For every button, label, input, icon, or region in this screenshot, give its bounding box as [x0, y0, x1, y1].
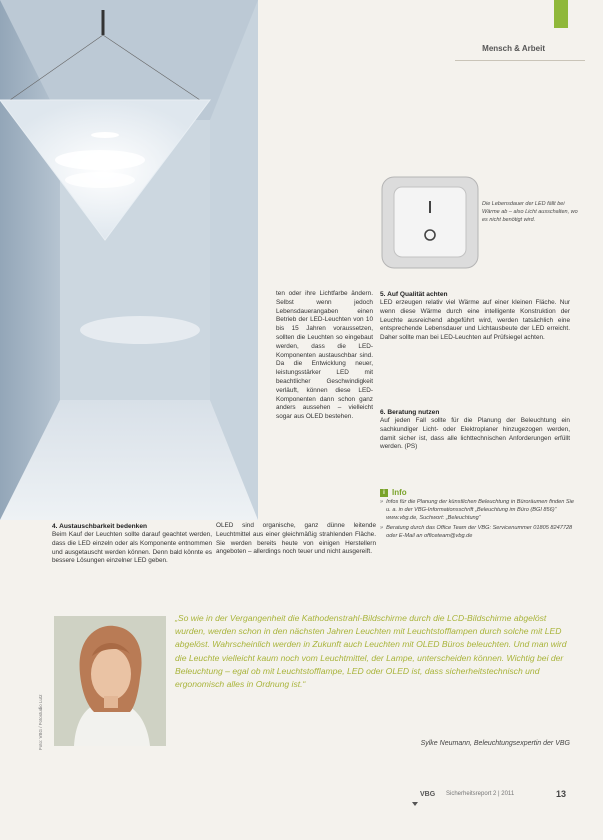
info-item-text: Beratung durch das Office Team der VBG: Servicenummer 01805 8247728 oder E-Mail an officeteam@vbg.de — [386, 524, 573, 539]
photo-credit — [38, 640, 46, 750]
room-photo — [0, 0, 258, 520]
info-title: Info — [392, 488, 407, 497]
section-quality — [380, 290, 570, 343]
article-paragraph: OLED sind organische, ganz dünne leitende Leuchtmittel aus einer gleichmäßig strahlenden Fläche. Sie werden bereits heute von einigen Herstellern angeboten – allerdings noch teuer und nicht ausgereift. — [216, 522, 376, 556]
section-advice — [380, 408, 570, 452]
info-header — [380, 488, 575, 497]
section-body: Auf jeden Fall sollte für die Planung der Beleuchtung ein sachkundiger Licht- oder Elektroplaner hinzugezogen werden, damit sicher ist, dass alle lichttechnischen Anforderungen erfüllt werden. (PS) — [380, 417, 570, 451]
info-item — [380, 498, 575, 523]
info-icon: i — [380, 489, 388, 497]
article-column — [216, 522, 376, 557]
light-switch-image — [380, 175, 480, 270]
section-body: LED erzeugen relativ viel Wärme auf einer kleinen Fläche. Nur wenn diese Wärme durch eine intelligente Konstruktion der Leuchte ausreichend abgeführt wird, werden tatsächlich eine entsprechende Lebensdauer und Lichtausbeute der LED erreicht. Daher sollte man bei LED-Leuchten auf Prüfsiegel achten. — [380, 299, 570, 342]
bullet-icon: » — [380, 499, 384, 505]
pull-quote: „So wie in der Vergangenheit die Kathodenstrahl-Bildschirme durch die LCD-Bildschirme abgelöst wurden, werden schon in den nächsten Jahren Leuchten mit Leuchtstofflampen durch solche mit LED abgelöst. Wahrscheinlich werden in Zukunft auch Leuchten mit OLED Büros beleuchten. Und man wird die Leuchte vielleicht kaum noch vom Leuchtmittel, der Lampe, unterscheiden können. Wichtig bei der Beleuchtung – egal ob mit Leuchtstofflampe, LED oder OLED ist, dass sicherheitstechnisch und ergonomisch alles in Ordnung ist.“ — [175, 613, 567, 690]
section-replaceability — [52, 522, 212, 566]
portrait-photo — [54, 616, 166, 746]
section-heading: 4. Austauschbarkeit bedenken — [52, 523, 148, 530]
info-box — [380, 488, 575, 540]
footer-magazine: Sicherheitsreport 2 | 2011 — [446, 791, 515, 797]
section-color-tab — [554, 0, 568, 28]
section-title: Mensch & Arbeit — [482, 44, 545, 53]
bullet-icon: » — [380, 524, 384, 531]
section-body: Beim Kauf der Leuchten sollte darauf geachtet werden, dass die LED einzeln oder als Komponente entnommen und ausgetauscht werden können. Denn bald könnte es bessere Lösungen einzelner LED geben. — [52, 531, 212, 565]
article-paragraph: ten oder ihre Lichtfarbe ändern. Selbst wenn jedoch Lebensdauerangaben einen Betrieb der LED-Leuchten von 10 bis 15 Jahren voraussetzen, sollten die Leuchten so eingebaut werden, dass die LED-Komponenten austauschbar sind. Da die Entwicklung neuer, leistungsstärker LED mit beachtlicher Geschwindigkeit verläuft, können diese LED-Komponenten dann schon ganz anders aussehen – vielleicht sogar aus OLED bestehen. — [276, 290, 373, 421]
footer-brand: VBG — [420, 791, 436, 798]
section-heading: 6. Beratung nutzen — [380, 409, 440, 416]
vbg-logo-icon — [412, 793, 418, 797]
info-item-text: Infos für die Planung der künstlichen Beleuchtung in Büroräumen finden Sie u. a. in der VBG-Informationsschrift „Beleuchtung im Büro (BGI 856)“ www.vbg.de, Suchwort: „Beleuchtung“ — [386, 499, 574, 522]
header-divider — [455, 60, 585, 61]
section-heading: 5. Auf Qualität achten — [380, 291, 448, 298]
page-number: 13 — [556, 789, 567, 799]
switch-caption: Die Lebensdauer der LED fällt bei Wärme ab – also Licht ausschalten, wo es nicht benötigt wird. — [482, 201, 578, 223]
info-item — [380, 524, 575, 540]
quote-author: Sylke Neumann, Beleuchtungsexpertin der VBG — [420, 740, 570, 747]
photo-credit-text: Foto: VBG / Fotostudio Lutz — [38, 694, 43, 750]
article-column — [276, 290, 373, 422]
